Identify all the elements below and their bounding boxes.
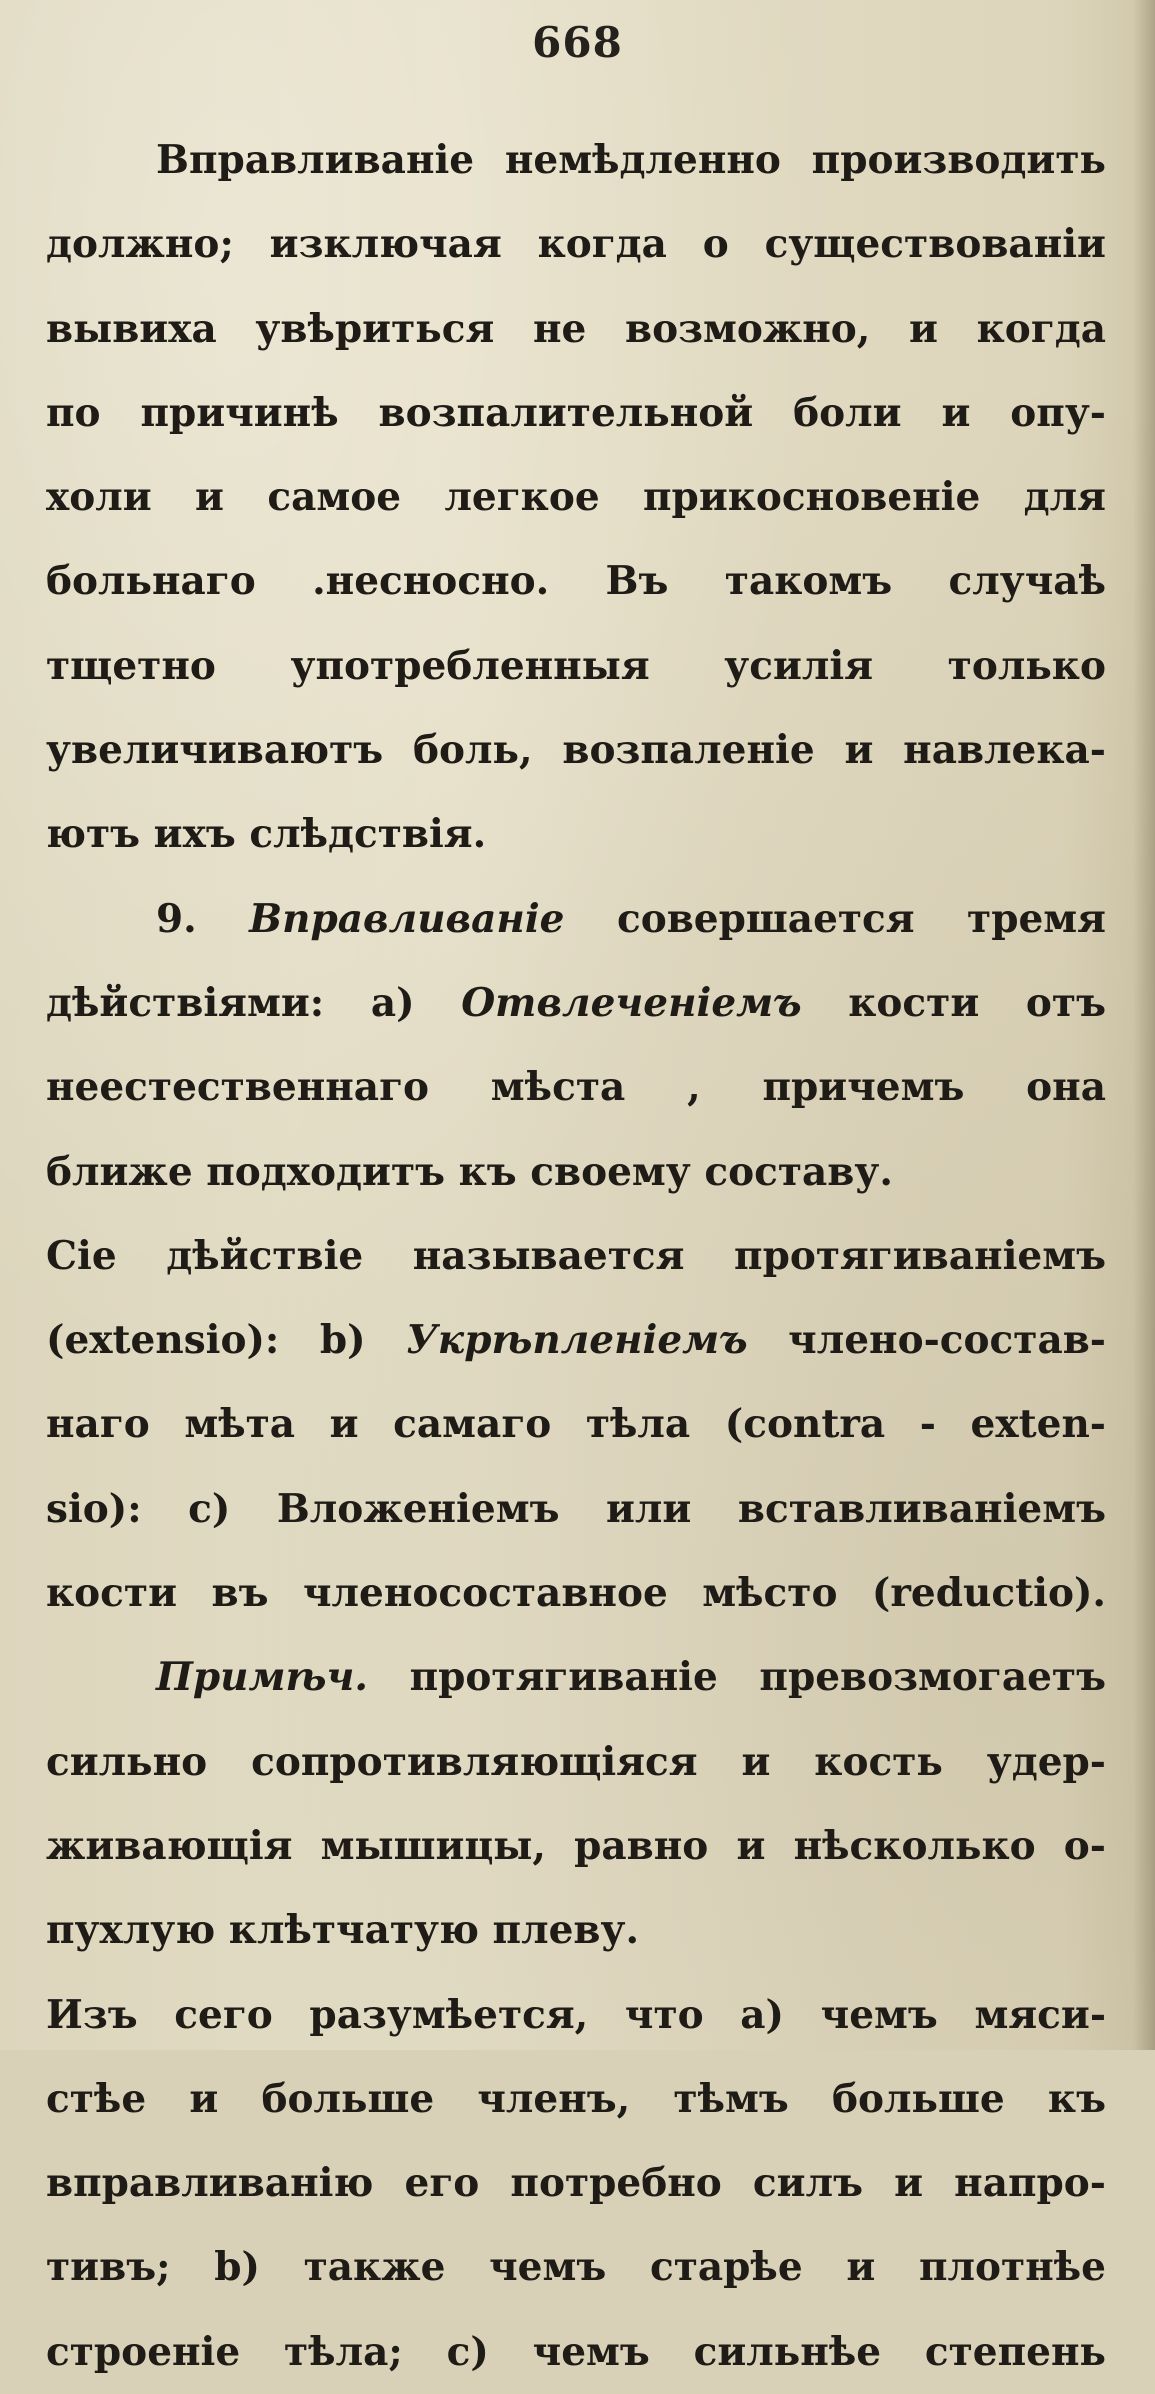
italic-term: Отвлеченіемъ [461, 979, 802, 1026]
page-number: 668 [532, 18, 623, 67]
text-line: живающія мышицы, равно и нѣсколько о- [46, 1822, 1106, 1869]
italic-term: Укрѣпленіемъ [406, 1317, 748, 1364]
text-line: сильно сопротивляющіяся и кость удер- [46, 1738, 1106, 1785]
text-line: стѣе и больше членъ, тѣмъ больше къ [46, 2075, 1106, 2122]
italic-term: Примѣч. [156, 1654, 368, 1701]
text-line: ближе подходитъ къ своему составу. [46, 1148, 893, 1195]
text-line: больнаго .несносно. Въ такомъ случаѣ [46, 558, 1106, 605]
text-line: должно; изключая когда о существованіи [46, 221, 1106, 268]
body-text [46, 118, 1106, 2394]
text-line: Сіе дѣйствіе называется протягиваніемъ [46, 1232, 1106, 1279]
text-line: холи и самое легкое прикосновеніе для [46, 474, 1106, 521]
page-edge-shadow [1133, 0, 1155, 2050]
italic-term: Вправливаніе [249, 895, 565, 942]
text-line: ютъ ихъ слѣдствія. [46, 811, 487, 858]
text-line: неестественнаго мѣста , причемъ она [46, 1064, 1106, 1111]
text-line: увеличиваютъ боль, возпаленіе и навлека- [46, 727, 1106, 774]
text-line: (extensio): b) Укрѣпленіемъ члено-состав- [46, 1317, 1106, 1364]
text-line: пухлую клѣтчатую плеву. [46, 1907, 640, 1954]
text-line: тивъ; b) также чемъ старѣе и плотнѣе [46, 2244, 1106, 2291]
text-line: наго мѣта и самаго тѣла (contra - exten- [46, 1401, 1106, 1448]
text-line: кости въ членосоставное мѣсто (reductio). [46, 1570, 1106, 1617]
text-line: вправливанію его потребно силъ и напро- [46, 2160, 1106, 2207]
text-line: Вправливаніе немѣдленно производить [156, 137, 1106, 183]
text-line: Изъ сего разумѣется, что a) чемъ мяси- [46, 1991, 1106, 2038]
text-line: тщетно употребленныя усилія только [46, 642, 1106, 689]
text-line: вывиха увѣриться не возможно, и когда [46, 305, 1106, 352]
text-line: 9. Вправливаніе совершается тремя [156, 895, 1106, 942]
text-line: строеніе тѣла; c) чемъ сильнѣе степень [46, 2328, 1106, 2375]
text-line: по причинѣ возпалительной боли и опу- [46, 389, 1106, 436]
text-line: дѣйствіями: a) Отвлеченіемъ кости отъ [46, 979, 1107, 1026]
text-line: Примѣч. протягиваніе превозмогаетъ [156, 1654, 1106, 1701]
text-line: sio): c) Вложеніемъ или вставливаніемъ [46, 1485, 1106, 1532]
